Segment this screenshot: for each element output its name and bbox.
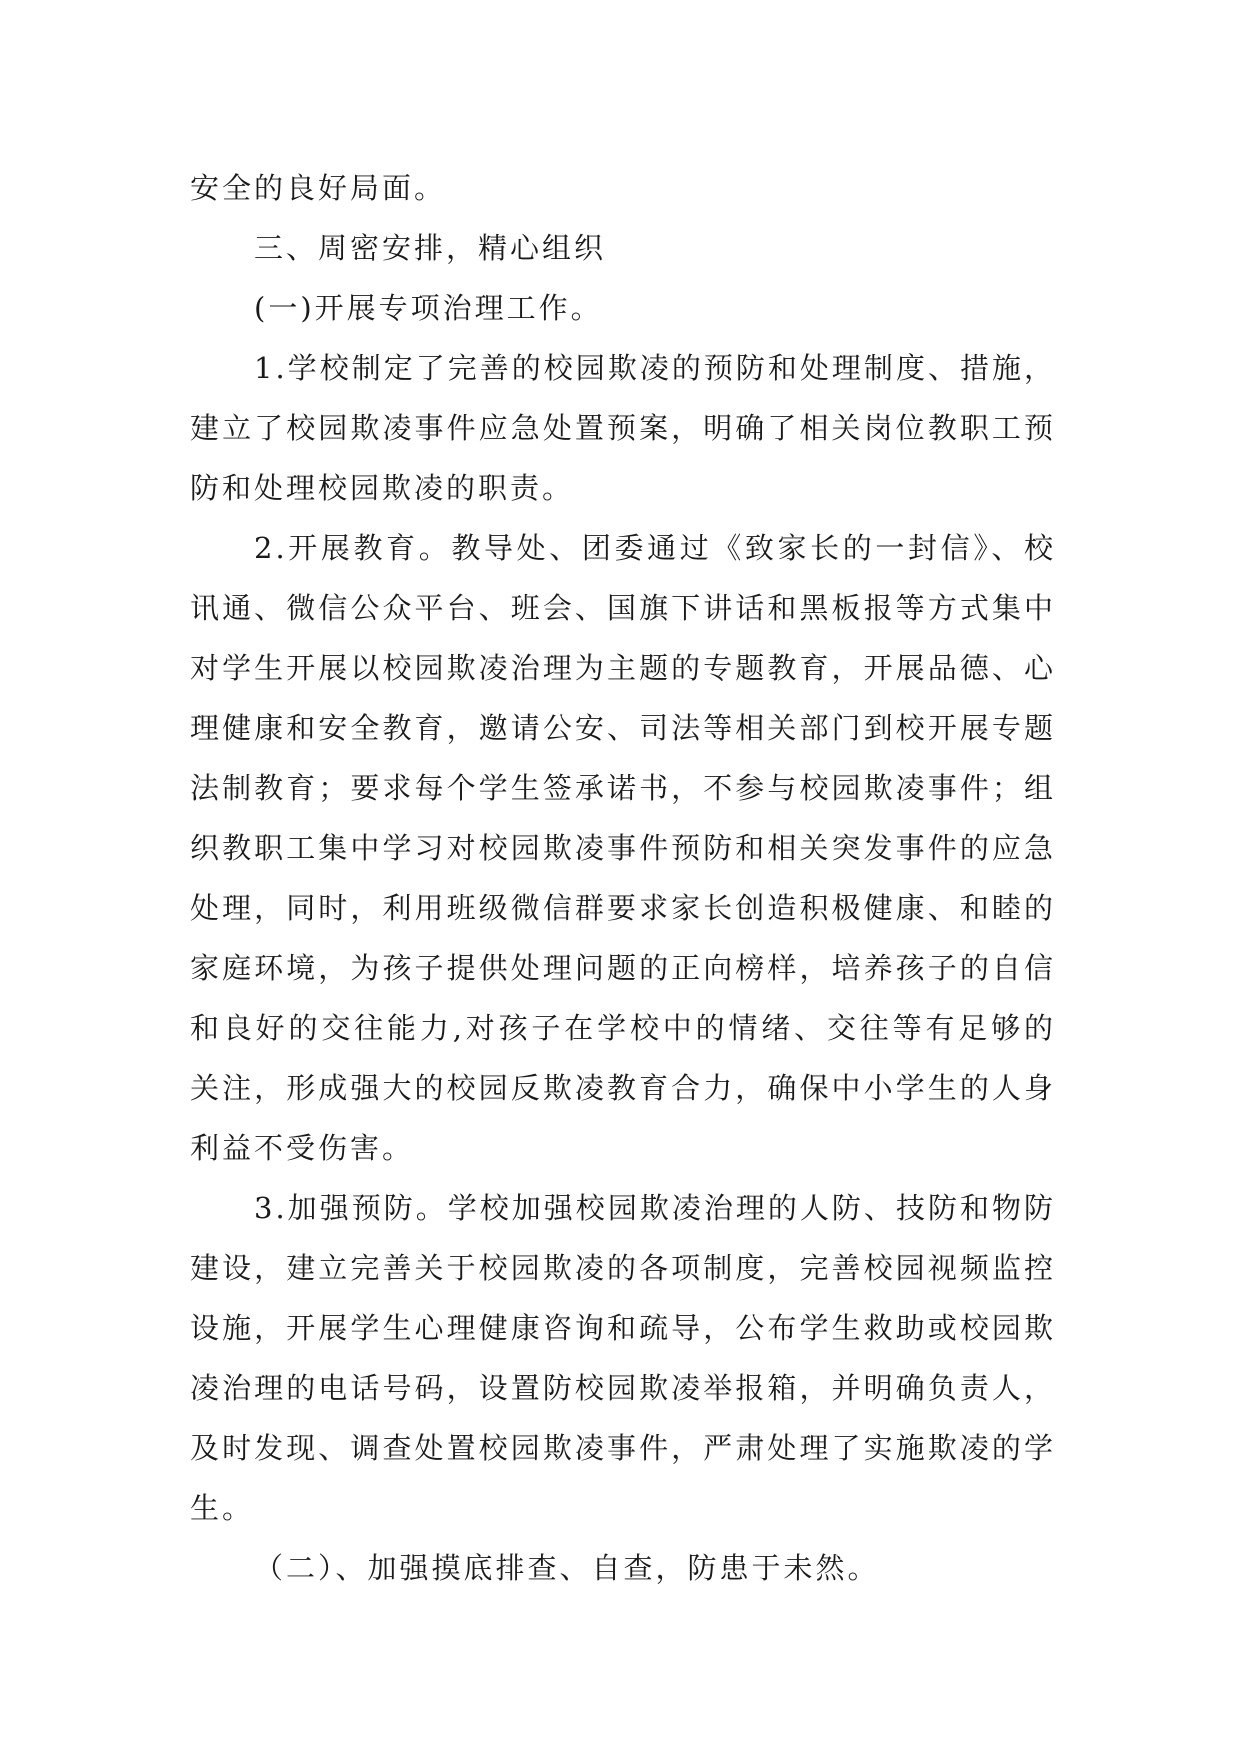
section-heading-3: 三、周密安排，精心组织 [254,231,607,265]
paragraph-item-2: 2.开展教育。教导处、团委通过《致家长的一封信》、校讯通、微信公众平台、班会、国旗下讲话和黑板报等方式集中对学生开展以校园欺凌治理为主题的专题教育，开展品德、心理健康和安全教育，邀请公安、司法等相关部门到校开展专题法制教育；要求每个学生签承诺书，不参与校园欺凌事件；组织教职工集中学习对校园欺凌事件预防和相关突发事件的应急处理，同时，利用班级微信群要求家长创造积极健康、和睦的家庭环境，为孩子提供处理问题的正向榜样，培养孩子的自信和良好的交往能力,对孩子在学校中的情绪、交往等有足够的关注，形成强大的校园反欺凌教育合力，确保中小学生的人身利益不受伤害。 [190,531,1056,1165]
subsection-heading-1: (一)开展专项治理工作。 [254,291,603,325]
subsection-heading-2: （二）、加强摸底排查、自查，防患于未然。 [254,1551,880,1585]
paragraph-item-1: 1.学校制定了完善的校园欺凌的预防和处理制度、措施，建立了校园欺凌事件应急处置预案，明确了相关岗位教职工预防和处理校园欺凌的职责。 [190,351,1056,505]
paragraph-item-3: 3.加强预防。学校加强校园欺凌治理的人防、技防和物防建设，建立完善关于校园欺凌的各项制度，完善校园视频监控设施，开展学生心理健康咨询和疏导，公布学生救助或校园欺凌治理的电话号码，设置防校园欺凌举报箱，并明确负责人，及时发现、调查处置校园欺凌事件，严肃处理了实施欺凌的学生。 [190,1191,1056,1525]
paragraph-continuation: 安全的良好局面。 [190,171,447,205]
document-body [190,158,1056,1598]
